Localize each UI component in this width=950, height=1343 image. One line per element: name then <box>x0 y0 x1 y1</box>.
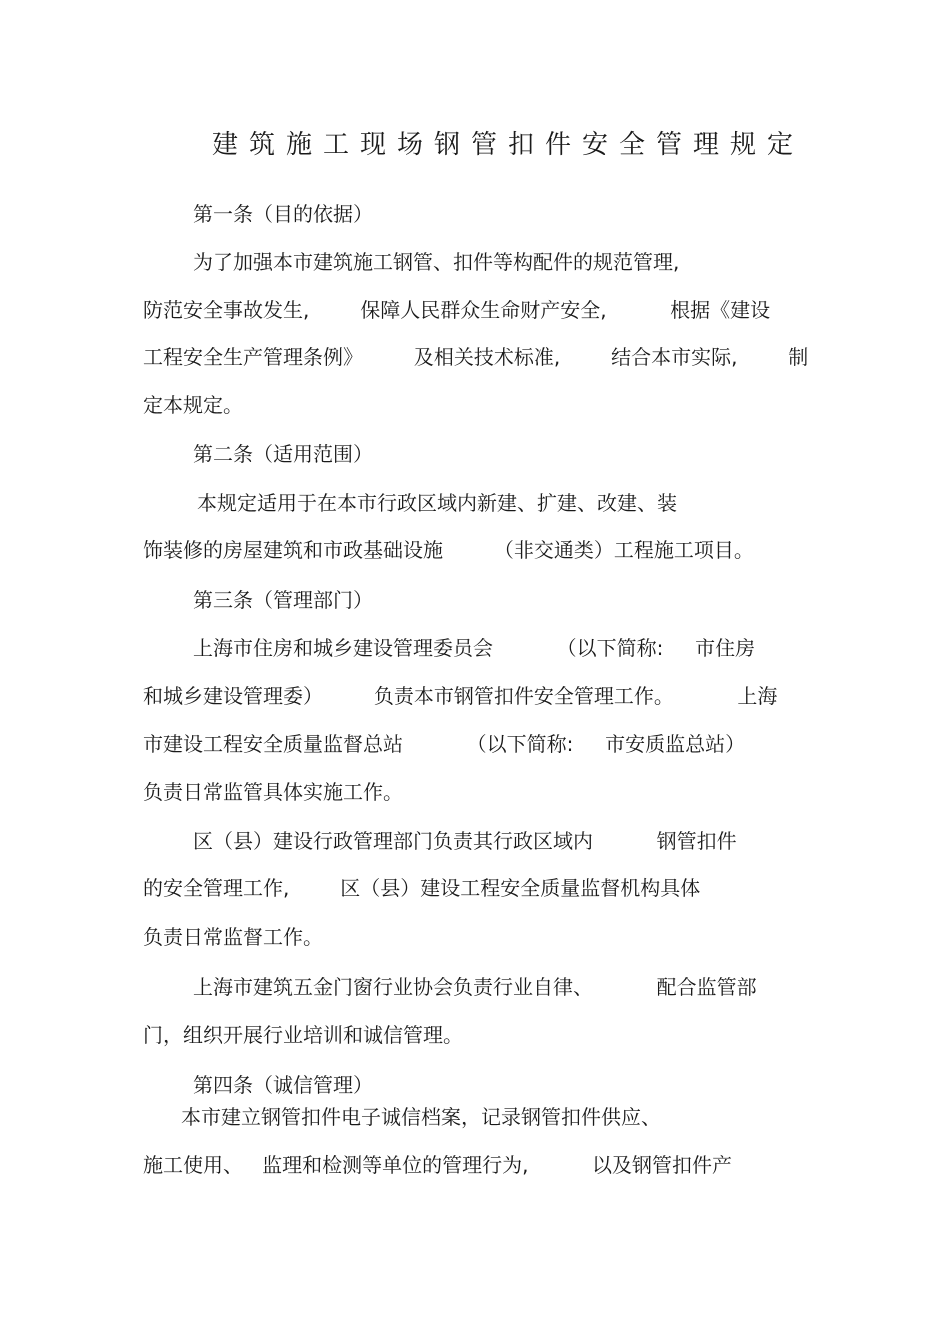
paragraph-line: 市建设工程安全质量监督总站 （以下简称: 市安质监总站） <box>143 732 746 756</box>
paragraph-line: 负责日常监督工作。 <box>143 925 323 949</box>
article-1-heading: 第一条（目的依据） <box>193 202 373 226</box>
document-title: 建筑施工现场钢管扣件安全管理规定 <box>212 130 805 160</box>
paragraph-line: 负责日常监管具体实施工作。 <box>143 780 403 804</box>
paragraph-line: 施工使用、 监理和检测等单位的管理行为, 以及钢管扣件产 <box>143 1153 733 1177</box>
article-3-heading: 第三条（管理部门） <box>193 588 373 612</box>
paragraph-line: 本市建立钢管扣件电子诚信档案，记录钢管扣件供应、 <box>181 1105 661 1129</box>
article-2-heading: 第二条（适用范围） <box>193 442 373 466</box>
paragraph-line: 区（县）建设行政管理部门负责其行政区域内 钢管扣件 <box>193 829 737 853</box>
paragraph-line: 上海市建筑五金门窗行业协会负责行业自律、 配合监管部 <box>193 975 757 999</box>
paragraph-line: 防范安全事故发生, 保障人民群众生命财产安全, 根据《建设 <box>143 298 771 322</box>
paragraph-line: 门，组织开展行业培训和诚信管理。 <box>143 1023 463 1047</box>
paragraph-line: 的安全管理工作, 区（县）建设工程安全质量监督机构具体 <box>143 876 701 900</box>
article-4-heading: 第四条（诚信管理） <box>193 1073 373 1097</box>
paragraph-line: 定本规定。 <box>143 393 243 417</box>
paragraph-line: 本规定适用于在本市行政区域内新建、扩建、改建、装 <box>197 491 677 515</box>
paragraph-line: 上海市住房和城乡建设管理委员会 （以下简称: 市住房 <box>193 636 756 660</box>
paragraph-line: 饰装修的房屋建筑和市政基础设施 （非交通类）工程施工项目。 <box>143 538 754 562</box>
paragraph-line: 和城乡建设管理委） 负责本市钢管扣件安全管理工作。 上海 <box>143 684 778 708</box>
paragraph-line: 为了加强本市建筑施工钢管、扣件等构配件的规范管理, <box>193 250 680 274</box>
paragraph-line: 工程安全生产管理条例》 及相关技术标准, 结合本市实际, 制 <box>143 345 809 369</box>
